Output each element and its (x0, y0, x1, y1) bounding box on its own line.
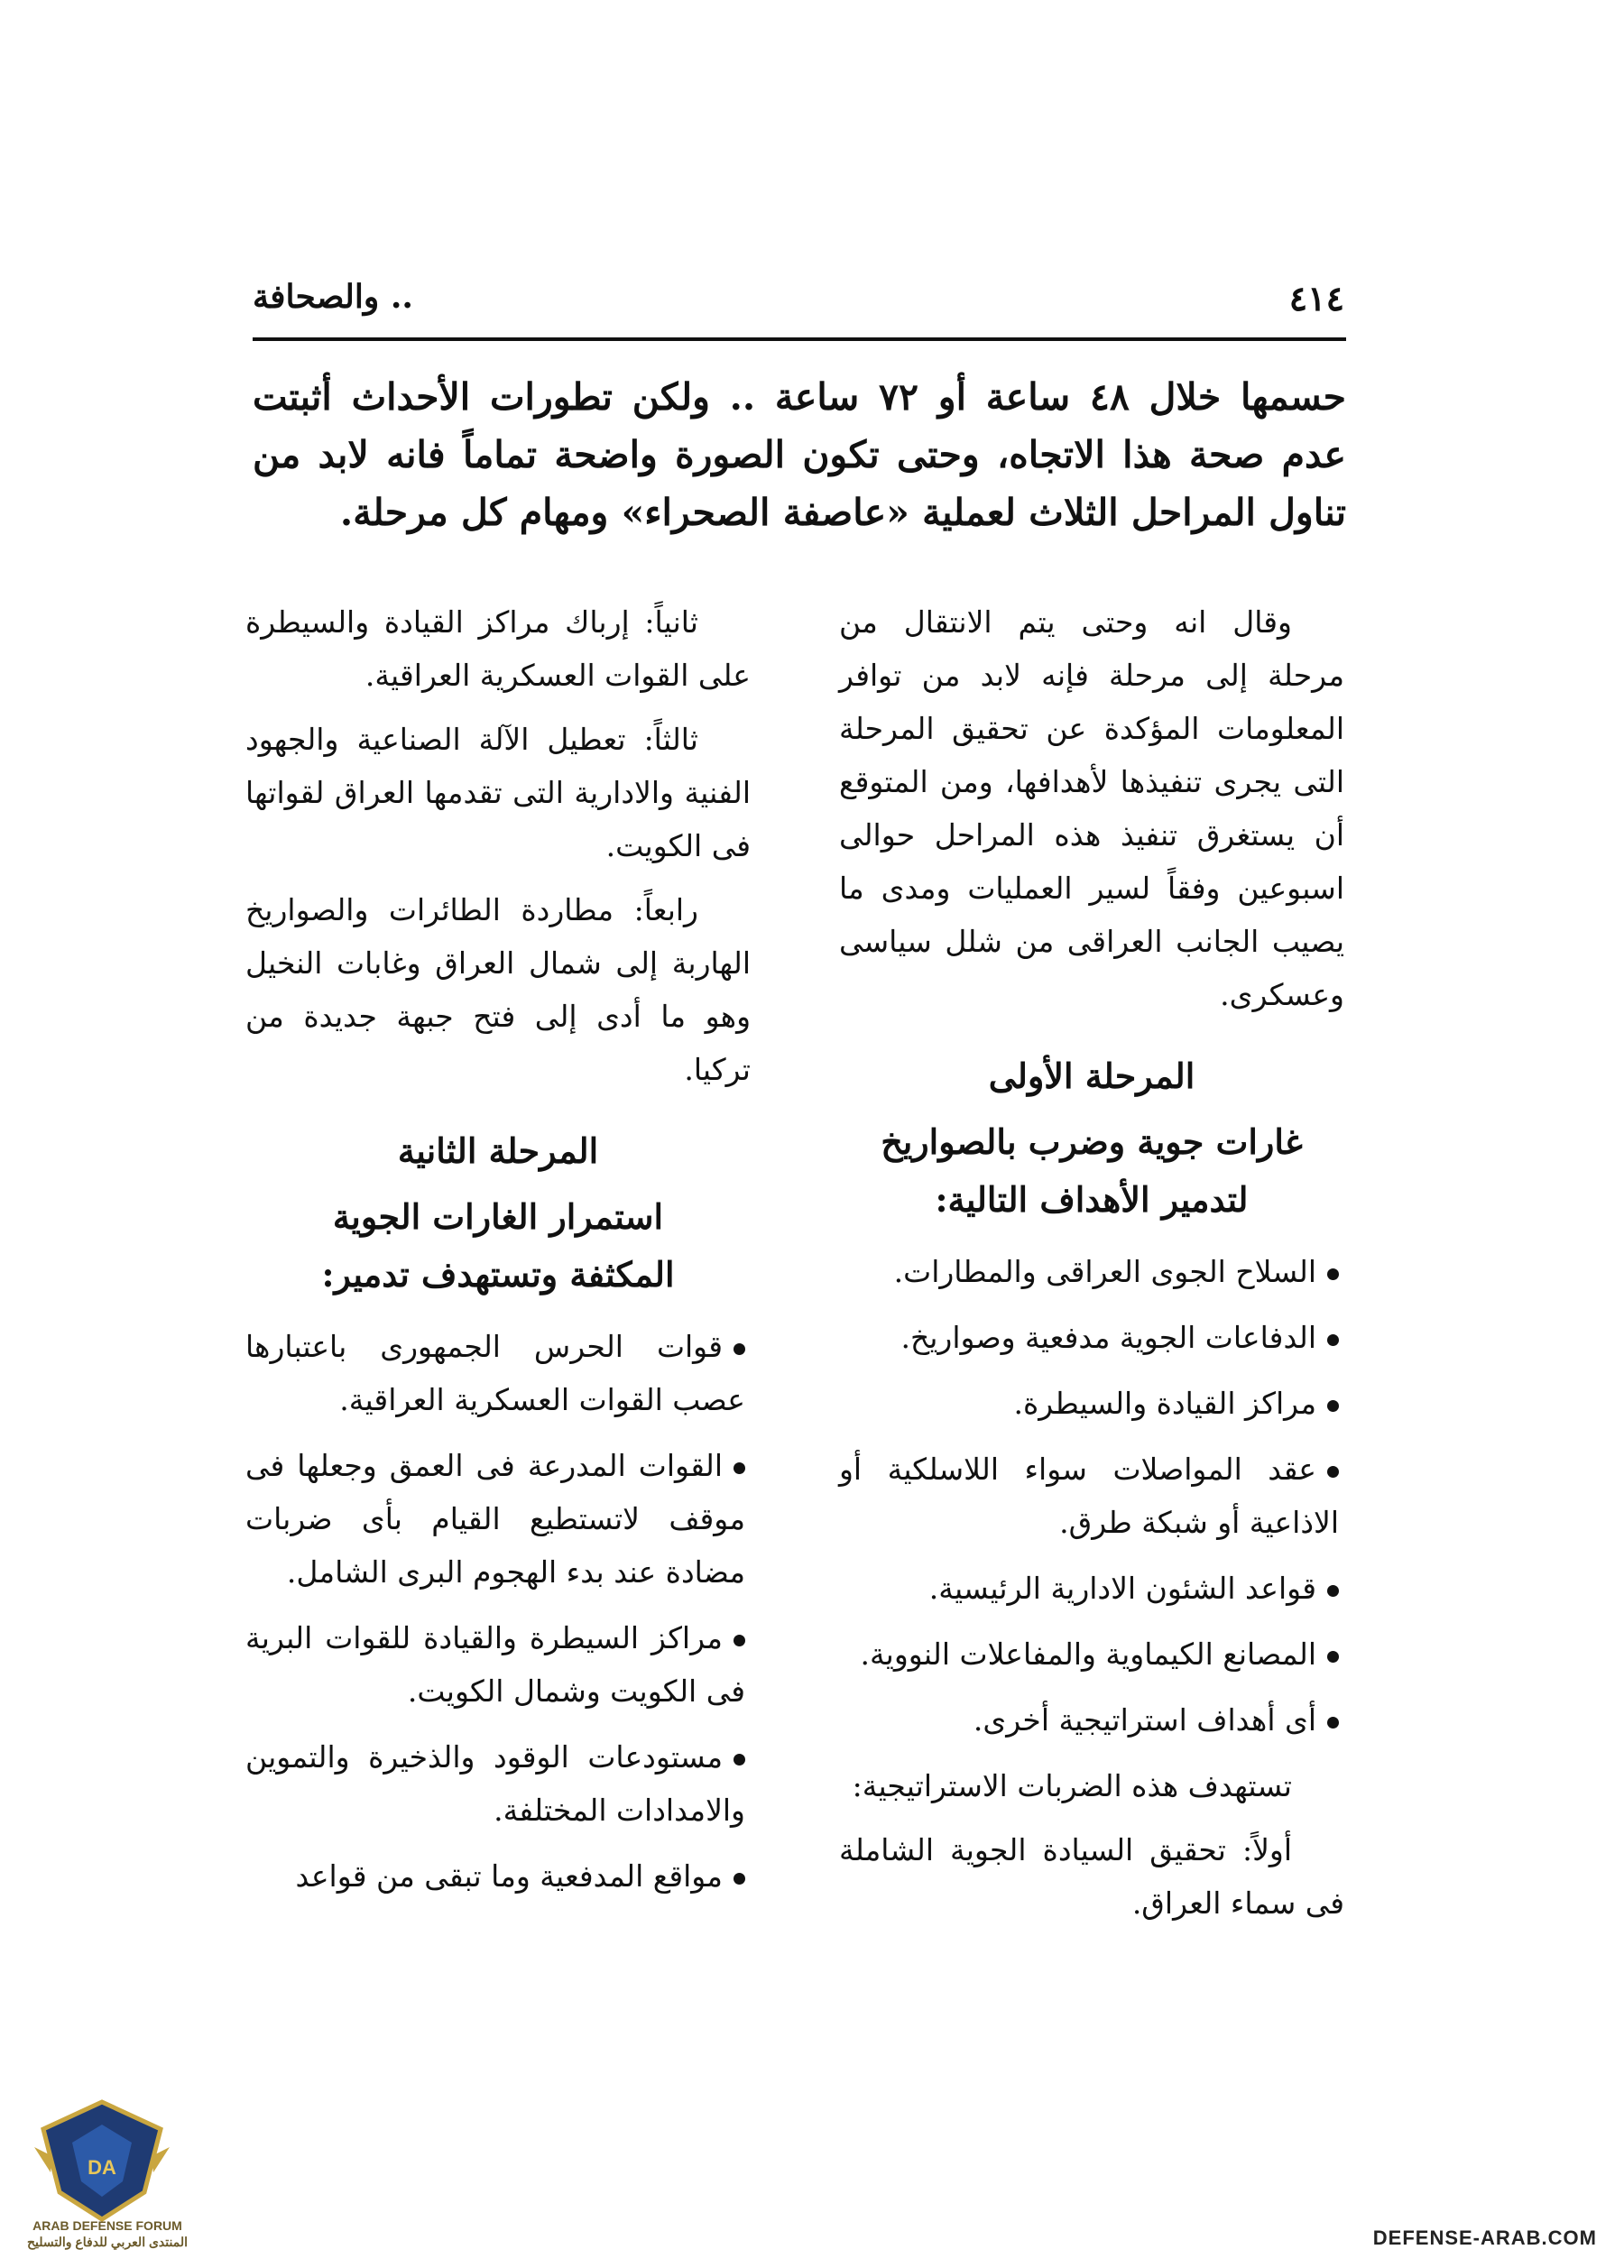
running-title: .. والصحافة (253, 278, 413, 316)
page-header (253, 271, 1344, 325)
phase1-targets-list (839, 1245, 1344, 1747)
lead-paragraph: حسمها خلال ٤٨ ساعة أو ٧٢ ساعة .. ولكن تطورات الأحداث أثبتت عدم صحة هذا الاتجاه، وحتى تكون الصورة واضحة تماماً فانه لابد من تناول المراحل الثلاث لعملية «عاصفة الصحراء» ومهام كل مرحلة. (253, 375, 1346, 534)
phase1-subtitle-2: لتدمير الأهداف التالية: (935, 1179, 1249, 1220)
bullet-icon (734, 1635, 745, 1646)
logo-caption: ARAB DEFENSE FORUM المنتدى العربي للدفاع والتسليح (27, 2218, 188, 2249)
bullet-icon (734, 1343, 745, 1355)
objective-fourth: رابعاً: مطاردة الطائرات والصواريخ الهاربة إلى شمال العراق وغابات النخيل وهو ما أدى إلى فتح جبهة جديدة من تركيا. (245, 892, 751, 1087)
list-item: مراكز السيطرة والقيادة للقوات البرية فى الكويت وشمال الكويت. (245, 1620, 745, 1709)
bullet-icon (1327, 1466, 1339, 1478)
phase1-title: المرحلة الأولى (988, 1056, 1195, 1096)
bullet-icon (734, 1754, 745, 1766)
svg-text:DA: DA (88, 2156, 116, 2179)
right-column (839, 595, 1344, 1941)
bullet-icon (734, 1462, 745, 1474)
phase2-subtitle-2: المكثفة وتستهدف تدمير: (321, 1254, 675, 1295)
list-item: قوات الحرس الجمهورى باعتبارها عصب القوات العسكرية العراقية. (245, 1329, 745, 1417)
phase2-targets-list (245, 1320, 751, 1903)
list-item: السلاح الجوى العراقى والمطارات. (839, 1245, 1344, 1298)
list-item: المصانع الكيماوية والمفاعلات النووية. (839, 1627, 1344, 1681)
strategic-intro: تستهدف هذه الضربات الاستراتيجية: (852, 1768, 1292, 1803)
bullet-icon (1327, 1400, 1339, 1412)
bullet-icon (1327, 1651, 1339, 1663)
list-item: مواقع المدفعية وما تبقى من قواعد (245, 1849, 751, 1903)
objective-first: أولاً: تحقيق السيادة الجوية الشاملة فى سماء العراق. (839, 1832, 1344, 1921)
bullet-icon (1327, 1268, 1339, 1280)
bullet-icon (734, 1873, 745, 1885)
intro-paragraph: وقال انه وحتى يتم الانتقال من مرحلة إلى مرحلة فإنه لابد من توافر المعلومات المؤكدة عن تحقيق المرحلة التى يجرى تنفيذها لأهدافها، ومن المتوقع أن يستغرق تنفيذ هذه المراحل حوالى اسبوعين وفقاً لسير العمليات ومدى ما يصيب الجانب العراقى من شلل سياسى وعسكرى. (839, 604, 1344, 1012)
objective-second: ثانياً: إرباك مراكز القيادة والسيطرة على القوات العسكرية العراقية. (245, 604, 751, 693)
phase2-subtitle-1: استمرار الغارات الجوية (332, 1196, 664, 1237)
page-number: ٤١٤ (1288, 278, 1344, 318)
list-item: مستودعات الوقود والذخيرة والتموين والامدادات المختلفة. (245, 1739, 745, 1828)
left-column (245, 595, 751, 1915)
site-watermark: DEFENSE-ARAB.COM (1372, 2227, 1597, 2249)
list-item: أى أهداف استراتيجية أخرى. (839, 1693, 1344, 1747)
list-item: قواعد الشئون الادارية الرئيسية. (839, 1562, 1344, 1615)
list-item: الدفاعات الجوية مدفعية وصواريخ. (839, 1311, 1344, 1364)
objective-third: ثالثاً: تعطيل الآلة الصناعية والجهود الفنية والادارية التى تقدمها العراق لقواتها فى الكويت. (245, 722, 751, 863)
bullet-icon (1327, 1717, 1339, 1729)
bullet-icon (1327, 1334, 1339, 1346)
list-item: القوات المدرعة فى العمق وجعلها فى موقف لاتستطيع القيام بأى ضربات مضادة عند بدء الهجوم البرى الشامل. (245, 1448, 745, 1590)
phase2-title: المرحلة الثانية (397, 1130, 599, 1171)
list-item: عقد المواصلات سواء اللاسلكية أو الاذاعية أو شبكة طرق. (839, 1452, 1339, 1540)
list-item: مراكز القيادة والسيطرة. (839, 1377, 1344, 1430)
phase1-subtitle-1: غارات جوية وضرب بالصواريخ (881, 1121, 1303, 1162)
header-rule (253, 337, 1346, 341)
bullet-icon (1327, 1585, 1339, 1597)
